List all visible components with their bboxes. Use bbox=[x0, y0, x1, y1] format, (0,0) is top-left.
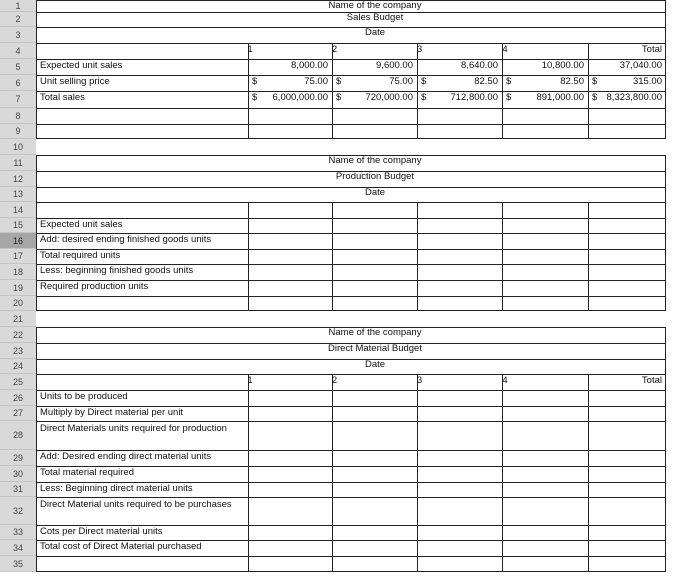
sales-value-cell[interactable]: 75.00 bbox=[389, 76, 413, 87]
column-header: 4 bbox=[502, 375, 508, 386]
production-row-label: Add: desired ending finished goods units bbox=[40, 234, 212, 245]
currency-symbol: $ bbox=[252, 76, 258, 87]
currency-symbol: $ bbox=[336, 76, 342, 87]
production-row-label: Less: beginning finished goods units bbox=[40, 265, 194, 276]
row-number[interactable]: 26 bbox=[0, 390, 36, 406]
row-number[interactable]: 7 bbox=[0, 91, 36, 108]
grid-line-horizontal bbox=[36, 390, 666, 391]
grid-line-horizontal bbox=[36, 296, 666, 297]
row-number[interactable]: 3 bbox=[0, 27, 36, 43]
grid-line-horizontal bbox=[36, 497, 666, 498]
grid-line-vertical bbox=[332, 202, 333, 311]
sales-value-cell[interactable]: 712,800.00 bbox=[450, 92, 498, 103]
sales-value-cell[interactable]: 82.50 bbox=[474, 76, 498, 87]
currency-symbol: $ bbox=[336, 92, 342, 103]
material-row-label: Multiply by Direct material per unit bbox=[40, 407, 184, 418]
currency-symbol: $ bbox=[252, 92, 258, 103]
sales-value-cell[interactable]: 82.50 bbox=[560, 76, 584, 87]
column-header: 4 bbox=[502, 44, 508, 55]
row-number[interactable]: 1 bbox=[0, 0, 36, 12]
row-number[interactable]: 34 bbox=[0, 540, 36, 556]
row-number[interactable]: 2 bbox=[0, 12, 36, 27]
sales-value-cell[interactable]: 8,323,800.00 bbox=[606, 92, 662, 103]
row-number[interactable]: 10 bbox=[0, 139, 36, 155]
grid-line-horizontal bbox=[36, 218, 666, 219]
grid-line-vertical bbox=[332, 374, 333, 572]
row-number[interactable]: 27 bbox=[0, 406, 36, 421]
sales-row-label: Expected unit sales bbox=[40, 60, 123, 71]
production-row-label: Expected unit sales bbox=[40, 219, 123, 230]
grid-line-horizontal bbox=[36, 249, 666, 250]
row-number[interactable]: 16 bbox=[0, 233, 36, 249]
row-number[interactable]: 28 bbox=[0, 421, 36, 450]
row-number[interactable]: 32 bbox=[0, 497, 36, 525]
material-row-label: Total cost of Direct Material purchased bbox=[40, 541, 202, 552]
column-header: 2 bbox=[331, 375, 338, 386]
budget-date: Date bbox=[364, 27, 386, 38]
grid-line-vertical bbox=[248, 202, 249, 311]
row-number[interactable]: 17 bbox=[0, 249, 36, 264]
column-header: 1 bbox=[247, 375, 253, 386]
budget-company: Name of the company bbox=[328, 327, 422, 338]
row-number[interactable]: 18 bbox=[0, 264, 36, 280]
grid-line-horizontal bbox=[36, 108, 666, 109]
grid-line-horizontal bbox=[36, 124, 666, 125]
row-number[interactable]: 19 bbox=[0, 280, 36, 296]
row-number[interactable]: 5 bbox=[0, 59, 36, 75]
sales-value-cell[interactable]: 315.00 bbox=[632, 76, 662, 87]
grid-line-vertical bbox=[417, 374, 418, 572]
sales-value-cell[interactable]: 10,800.00 bbox=[541, 60, 584, 71]
budget-title: Sales Budget bbox=[346, 12, 404, 23]
row-number[interactable]: 13 bbox=[0, 187, 36, 202]
material-row-label: Total material required bbox=[40, 467, 134, 478]
column-header: 3 bbox=[416, 375, 423, 386]
currency-symbol: $ bbox=[421, 92, 427, 103]
row-number[interactable]: 31 bbox=[0, 482, 36, 497]
row-number[interactable]: 24 bbox=[0, 359, 36, 374]
row-number[interactable]: 22 bbox=[0, 327, 36, 343]
grid-line-vertical bbox=[502, 374, 503, 572]
column-header: 1 bbox=[247, 44, 253, 55]
sales-value-cell[interactable]: 6,000,000.00 bbox=[272, 92, 328, 103]
grid-line-vertical bbox=[588, 374, 589, 572]
material-row-label: Units to be produced bbox=[40, 391, 128, 402]
sales-value-cell[interactable]: 8,000.00 bbox=[291, 60, 328, 71]
currency-symbol: $ bbox=[592, 76, 598, 87]
currency-symbol: $ bbox=[506, 76, 512, 87]
row-number[interactable]: 33 bbox=[0, 525, 36, 540]
currency-symbol: $ bbox=[592, 92, 598, 103]
material-row-label: Cots per Direct material units bbox=[40, 526, 163, 537]
budget-company: Name of the company bbox=[328, 155, 422, 166]
row-number[interactable]: 4 bbox=[0, 43, 36, 59]
grid-line-vertical bbox=[588, 202, 589, 311]
budget-title: Direct Material Budget bbox=[328, 343, 422, 354]
grid-line-vertical bbox=[248, 374, 249, 572]
row-number[interactable]: 14 bbox=[0, 202, 36, 218]
row-number[interactable]: 12 bbox=[0, 171, 36, 187]
grid-line-horizontal bbox=[36, 421, 666, 422]
grid-line-horizontal bbox=[36, 556, 666, 557]
row-number[interactable]: 9 bbox=[0, 124, 36, 139]
row-number[interactable]: 30 bbox=[0, 466, 36, 482]
row-number[interactable]: 21 bbox=[0, 311, 36, 327]
sales-value-cell[interactable]: 8,640.00 bbox=[461, 60, 498, 71]
material-row-label: Less: Beginning direct material units bbox=[40, 483, 193, 494]
row-number[interactable]: 23 bbox=[0, 343, 36, 359]
sales-row-label: Unit selling price bbox=[40, 76, 110, 87]
sales-value-cell[interactable]: 75.00 bbox=[304, 76, 328, 87]
column-header: Total bbox=[641, 375, 662, 386]
production-row-label: Required production units bbox=[40, 281, 149, 292]
budget-title: Production Budget bbox=[335, 171, 415, 182]
row-number[interactable]: 25 bbox=[0, 374, 36, 390]
sales-row-label: Total sales bbox=[40, 92, 85, 103]
row-number[interactable]: 20 bbox=[0, 296, 36, 311]
production-row-label: Total required units bbox=[40, 250, 121, 261]
material-row-label: Add: Desired ending direct material units bbox=[40, 451, 212, 462]
budget-company: Name of the company bbox=[328, 0, 422, 11]
budget-date: Date bbox=[364, 359, 386, 370]
row-number[interactable]: 8 bbox=[0, 108, 36, 124]
sales-value-cell[interactable]: 891,000.00 bbox=[536, 92, 584, 103]
budget-date: Date bbox=[364, 187, 386, 198]
grid-line-vertical bbox=[417, 202, 418, 311]
sales-value-cell[interactable]: 37,040.00 bbox=[619, 60, 662, 71]
row-number[interactable]: 11 bbox=[0, 155, 36, 171]
row-number[interactable]: 29 bbox=[0, 450, 36, 466]
grid-line-horizontal bbox=[36, 202, 666, 203]
sales-value-cell[interactable]: 9,600.00 bbox=[376, 60, 413, 71]
column-header: 2 bbox=[331, 44, 338, 55]
grid-line-vertical bbox=[502, 202, 503, 311]
currency-symbol: $ bbox=[421, 76, 427, 87]
currency-symbol: $ bbox=[506, 92, 512, 103]
row-number[interactable]: 6 bbox=[0, 75, 36, 91]
sales-value-cell[interactable]: 720,000.00 bbox=[365, 92, 413, 103]
column-header: 3 bbox=[416, 44, 423, 55]
column-header: Total bbox=[641, 44, 662, 55]
material-row-label: Direct Material units required to be purchases bbox=[40, 499, 232, 510]
row-number[interactable]: 15 bbox=[0, 218, 36, 233]
row-number[interactable]: 35 bbox=[0, 556, 36, 572]
material-row-label: Direct Materials units required for production bbox=[40, 423, 227, 434]
